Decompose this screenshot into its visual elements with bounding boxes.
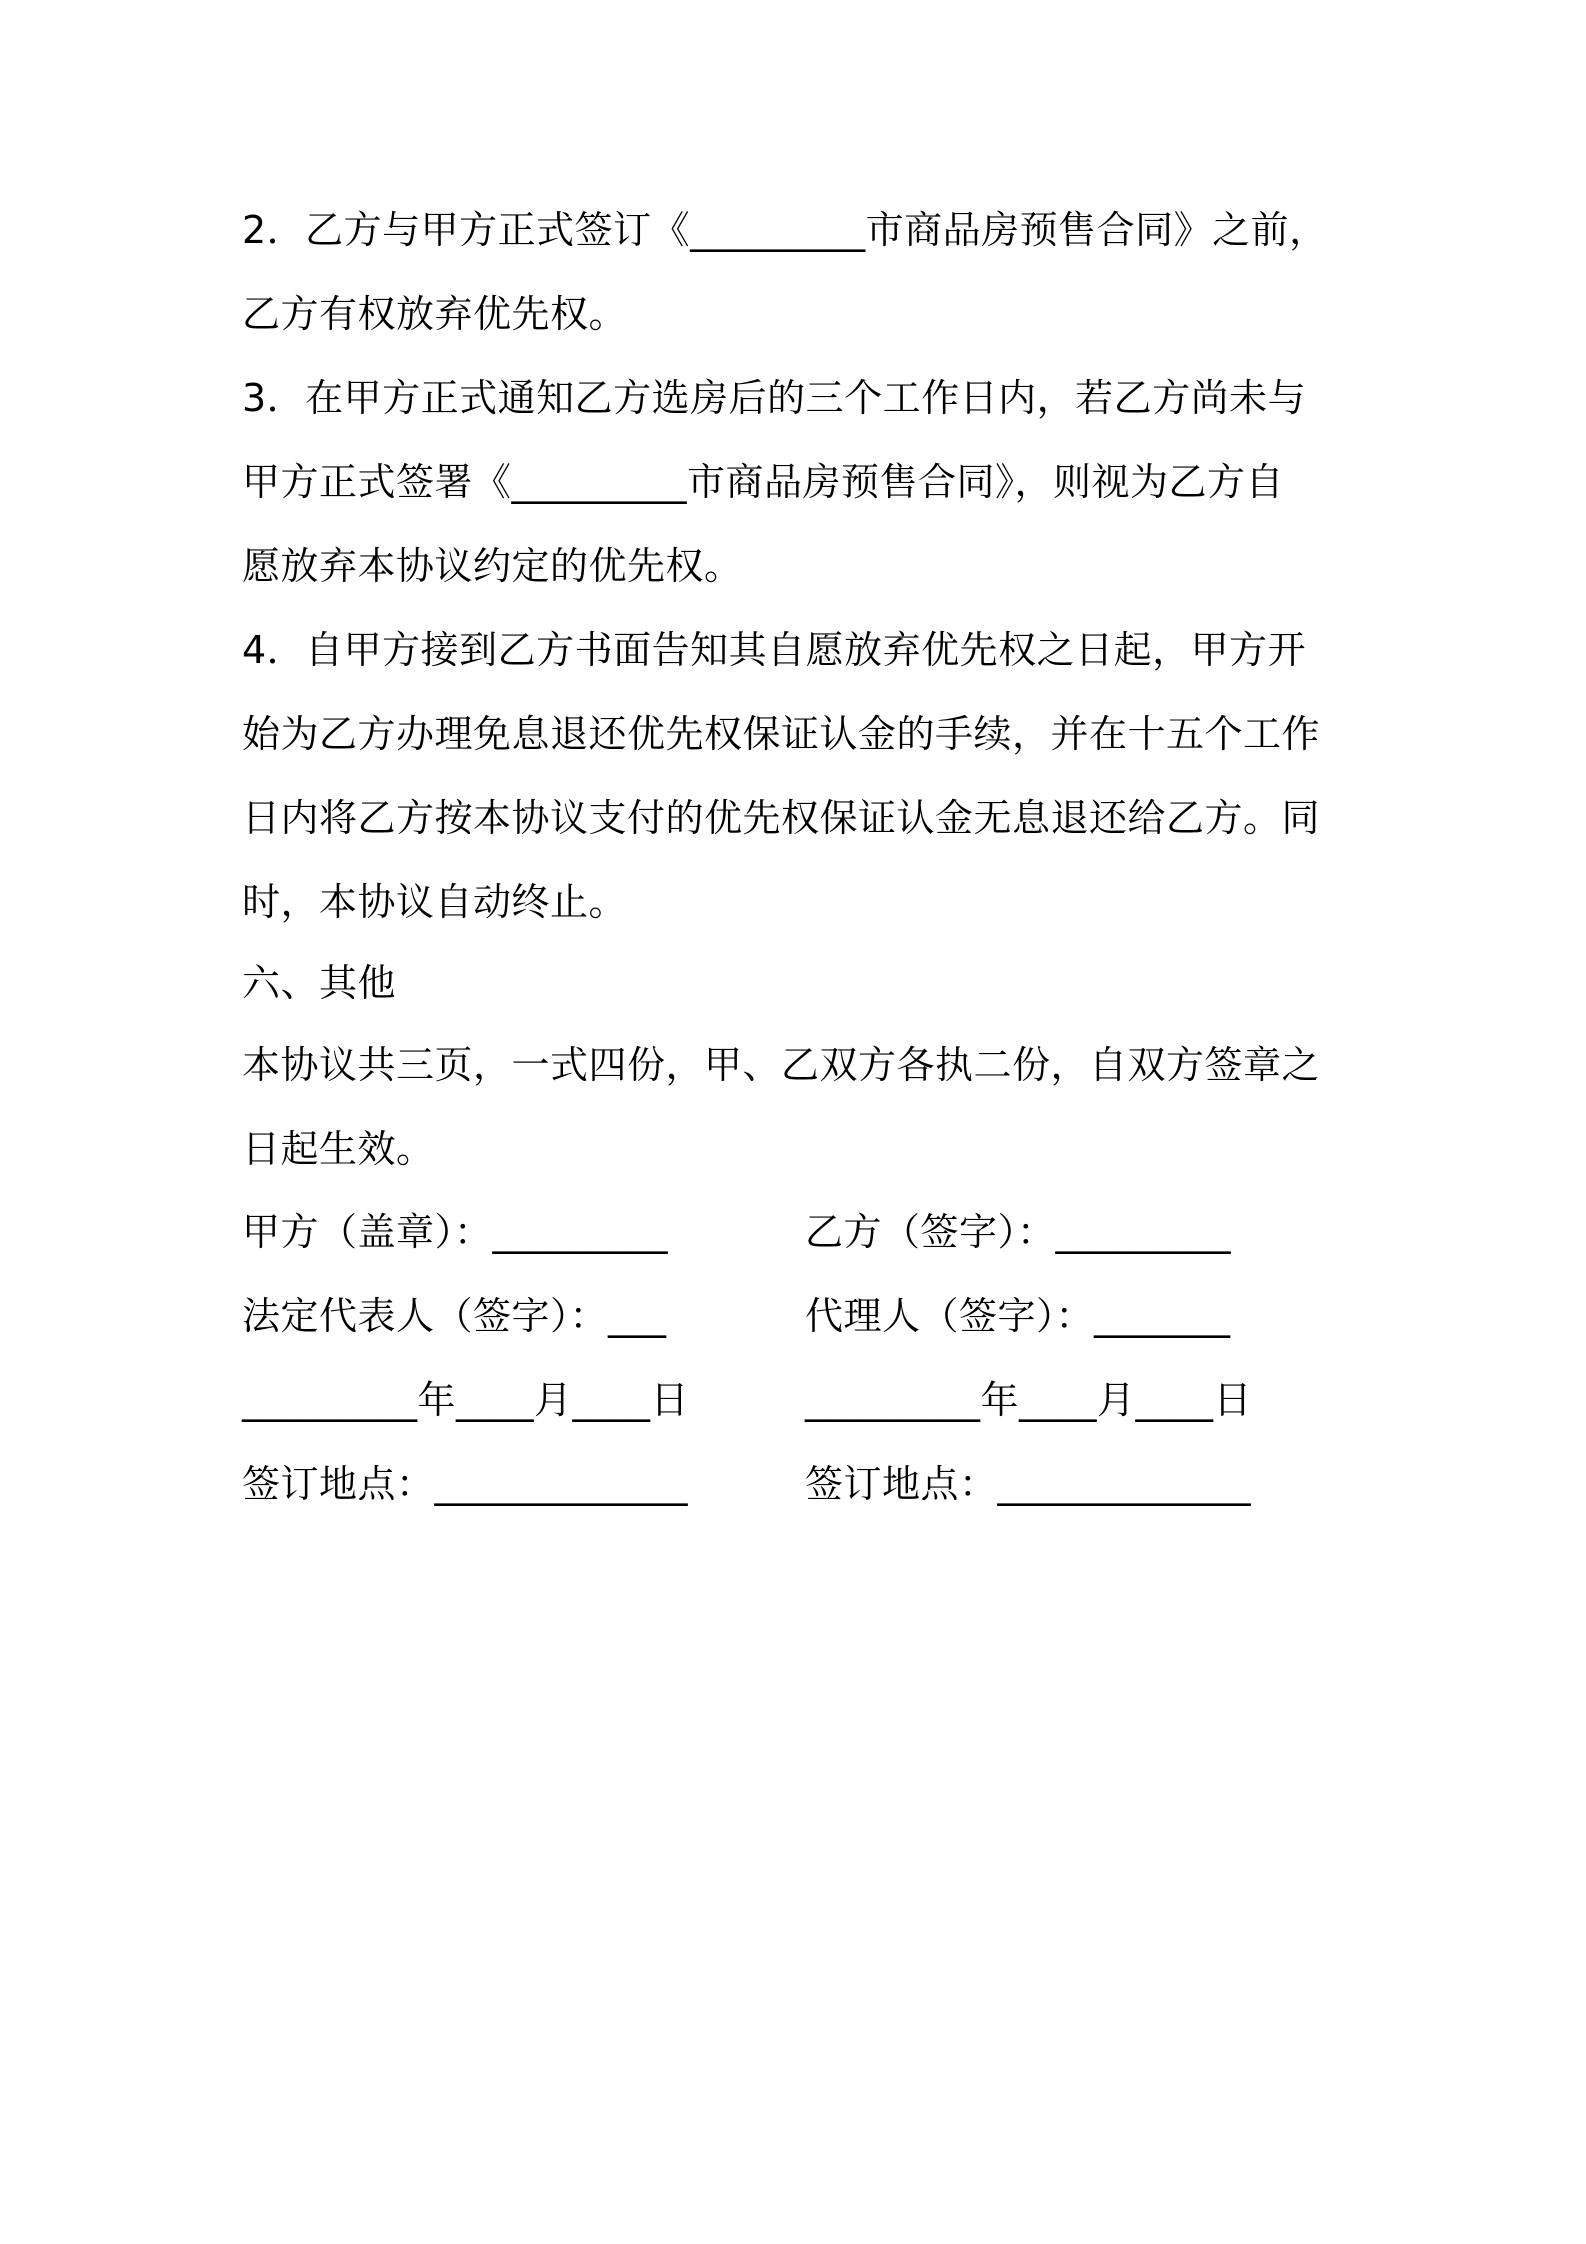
clause-3-line-2: 甲方正式签署《_________市商品房预售合同》，则视为乙方自: [242, 460, 1285, 504]
section-six-heading: 六、其他: [242, 961, 397, 1005]
clause-2-line-1: 2．乙方与甲方正式签订《_________市商品房预售合同》之前，: [242, 208, 1328, 252]
party-b-sign-field: 乙方（签字）：_________: [805, 1210, 1232, 1254]
clause-3-line-3: 愿放弃本协议约定的优先权。: [242, 544, 743, 588]
clause-4-line-4: 时，本协议自动终止。: [242, 880, 628, 924]
party-a-place-field: 签订地点：_____________: [242, 1462, 689, 1506]
clause-3-line-1: 3．在甲方正式通知乙方选房后的三个工作日内，若乙方尚未与: [242, 376, 1307, 420]
party-a-seal-field: 甲方（盖章）：_________: [242, 1210, 669, 1254]
party-a-date-field: _________年____月____日: [242, 1378, 690, 1422]
clause-2-line-2: 乙方有权放弃优先权。: [242, 292, 628, 336]
clause-4-line-2: 始为乙方办理免息退还优先权保证认金的手续，并在十五个工作: [242, 712, 1321, 756]
party-b-place-field: 签订地点：_____________: [805, 1462, 1252, 1506]
section-six-text-line-1: 本协议共三页，一式四份，甲、乙双方各执二份，自双方签章之: [242, 1043, 1321, 1087]
clause-4-line-3: 日内将乙方按本协议支付的优先权保证认金无息退还给乙方。同: [242, 796, 1321, 840]
agent-sign-field: 代理人（签字）：_______: [805, 1294, 1231, 1338]
party-b-date-field: _________年____月____日: [805, 1378, 1253, 1422]
clause-4-line-1: 4．自甲方接到乙方书面告知其自愿放弃优先权之日起，甲方开: [242, 628, 1307, 672]
section-six-text-line-2: 日起生效。: [242, 1127, 435, 1171]
legal-representative-field: 法定代表人（签字）：___: [242, 1294, 667, 1338]
